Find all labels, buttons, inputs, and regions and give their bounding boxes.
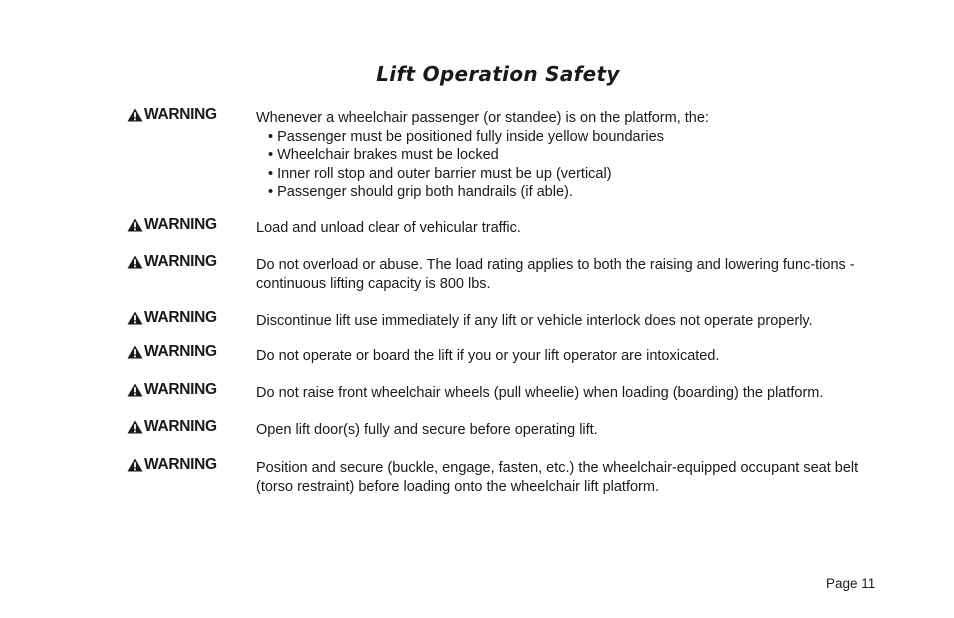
warning-label-text: WARNING bbox=[144, 106, 217, 123]
bullet-item bbox=[268, 128, 868, 147]
warning-label bbox=[127, 309, 217, 327]
warning-label-text: WARNING bbox=[144, 343, 217, 360]
warning-text: Position and secure (buckle, engage, fasten, etc.) the wheelchair-equipped occupant seat belt (torso restraint) before loading onto the wheelchair lift platform. bbox=[256, 460, 859, 495]
warning-text bbox=[256, 109, 868, 202]
bullet-item bbox=[268, 146, 868, 165]
warning-bullet-list bbox=[256, 128, 868, 202]
warning-label-text: WARNING bbox=[144, 253, 217, 270]
warning-label-text: WARNING bbox=[144, 309, 217, 326]
bullet-item bbox=[268, 183, 868, 202]
warning-text: Do not raise front wheelchair wheels (pull wheelie) when loading (boarding) the platform. bbox=[256, 385, 824, 401]
warning-triangle-icon bbox=[127, 255, 143, 269]
warning-text-line: Whenever a wheelchair passenger (or standee) is on the platform, the: bbox=[256, 110, 709, 126]
warning-triangle-icon bbox=[127, 345, 143, 359]
warning-label bbox=[127, 106, 217, 124]
warning-triangle-icon bbox=[127, 458, 143, 472]
warning-text: Load and unload clear of vehicular traffic. bbox=[256, 220, 521, 236]
warning-triangle-icon bbox=[127, 108, 143, 122]
warning-label-text: WARNING bbox=[144, 381, 217, 398]
warning-text: Do not operate or board the lift if you or your lift operator are intoxicated. bbox=[256, 348, 720, 364]
warning-triangle-icon bbox=[127, 420, 143, 434]
warning-label bbox=[127, 343, 217, 361]
warning-label bbox=[127, 216, 217, 234]
warning-label bbox=[127, 418, 217, 436]
warning-label bbox=[127, 381, 217, 399]
warning-text: Open lift door(s) fully and secure before operating lift. bbox=[256, 422, 598, 438]
warning-triangle-icon bbox=[127, 383, 143, 397]
warning-text: Do not overload or abuse. The load rating applies to both the raising and lowering func-tions - continuous lifting capacity is 800 lbs. bbox=[256, 257, 855, 292]
page-number: Page 11 bbox=[826, 576, 876, 591]
warning-label-text: WARNING bbox=[144, 418, 217, 435]
bullet-text: Passenger should grip both handrails (if able). bbox=[277, 184, 573, 200]
warning-label-text: WARNING bbox=[144, 216, 217, 233]
warning-triangle-icon bbox=[127, 311, 143, 325]
warning-triangle-icon bbox=[127, 218, 143, 232]
bullet-text: Wheelchair brakes must be locked bbox=[277, 147, 499, 163]
page-title: Lift Operation Safety bbox=[376, 62, 620, 86]
warning-label-text: WARNING bbox=[144, 456, 217, 473]
warning-label bbox=[127, 253, 217, 271]
bullet-item bbox=[268, 165, 868, 184]
bullet-text: Inner roll stop and outer barrier must be up (vertical) bbox=[277, 165, 612, 182]
warning-label bbox=[127, 456, 217, 474]
warning-text: Discontinue lift use immediately if any lift or vehicle interlock does not operate properly. bbox=[256, 313, 813, 329]
bullet-text: Passenger must be positioned fully inside yellow boundaries bbox=[277, 128, 664, 145]
